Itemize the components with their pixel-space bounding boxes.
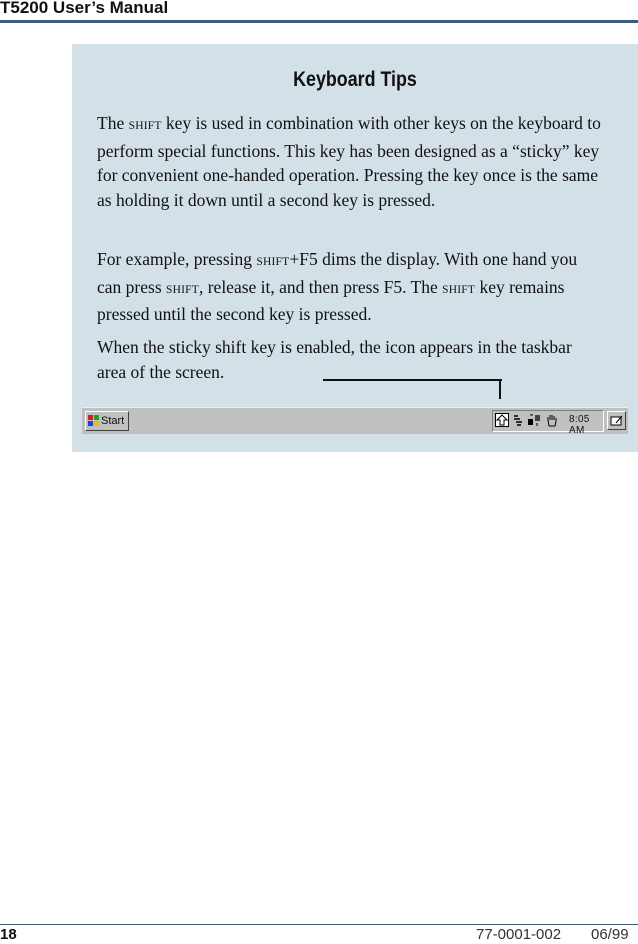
start-button[interactable] — [85, 411, 129, 431]
shift-key-name: SHIFT — [442, 283, 476, 296]
keyboard-status-icon[interactable] — [511, 413, 525, 427]
shift-key-name: SHIFT — [166, 283, 199, 296]
callout-line — [323, 379, 502, 381]
shift-key-name: SHIFT — [256, 256, 290, 268]
network-icon[interactable] — [527, 413, 541, 427]
text-run: key remains pressed until the second key is pressed. — [97, 276, 565, 324]
tip-paragraph-1 — [97, 111, 602, 212]
keyboard-tips-box — [72, 44, 638, 452]
tip-paragraph-3: When the sticky shift key is enabled, the icon appears in the taskbar area of the screen. — [97, 337, 572, 382]
desktop-icon — [610, 414, 623, 427]
taskbar — [82, 407, 628, 434]
running-header — [0, 0, 638, 22]
shift-key-name: SHIFT — [128, 120, 162, 132]
footer-rule — [0, 924, 638, 925]
manual-title: T5200 User’s Manual — [0, 0, 169, 17]
hand-icon[interactable] — [545, 413, 559, 427]
document-number: 77-0001-002 — [476, 926, 562, 943]
document-date: 06/99 — [591, 926, 629, 943]
text-run: +F5 dims the display. With one hand you can press — [97, 249, 578, 297]
start-label: Start — [101, 415, 125, 427]
header-rule — [0, 20, 638, 23]
text-run: For example, pressing — [97, 249, 257, 269]
callout-pointer — [499, 379, 501, 399]
tip-title: Keyboard Tips — [293, 68, 417, 91]
tip-paragraph-2 — [97, 247, 602, 327]
taskbar-clock: 8:05 AM — [569, 414, 590, 436]
show-desktop-button[interactable] — [607, 411, 626, 430]
text-run: key is used in combination with other keys on the keyboard to perform special functions. This key has been designed as a “sticky” key for convenient one-handed operation. Pressing the key once is the same as holding it down until a second key is pressed. — [97, 113, 601, 210]
text-run: The — [97, 113, 129, 133]
windows-logo-icon — [88, 415, 99, 426]
system-tray — [492, 410, 604, 436]
page-number: 18 — [0, 926, 17, 943]
sticky-shift-icon[interactable] — [495, 413, 509, 427]
text-run: , release it, and then press F5. The — [198, 276, 443, 297]
